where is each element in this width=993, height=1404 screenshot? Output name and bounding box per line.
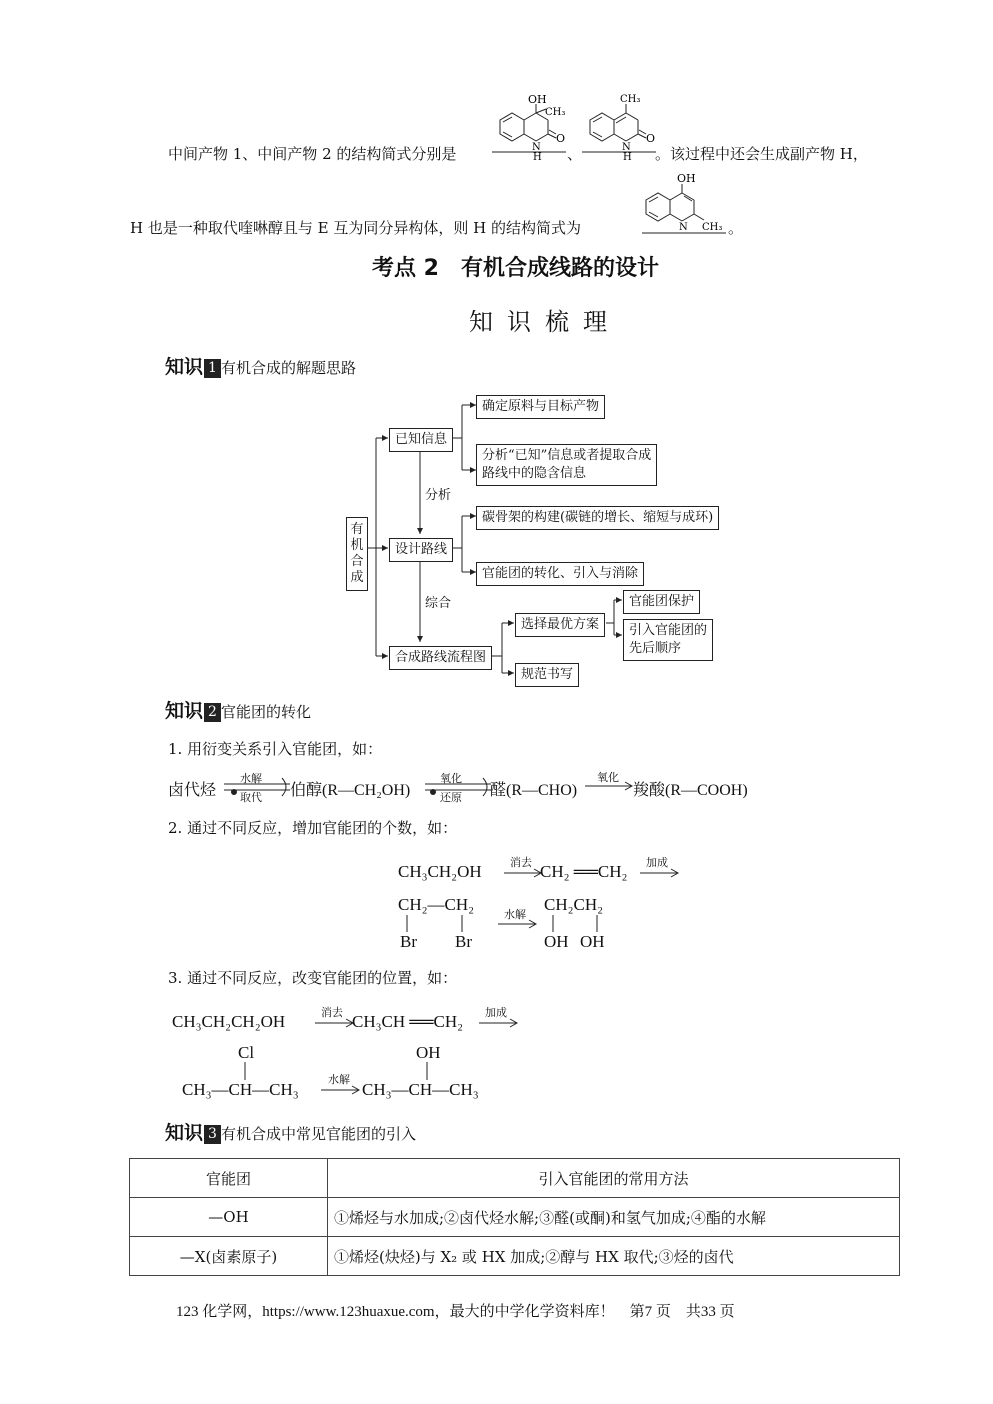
eq3-arrow2-label: 加成 bbox=[485, 1006, 507, 1019]
group-protection: 官能团保护 bbox=[623, 590, 700, 614]
synthesis-flowchart: 合成路线流程图 bbox=[389, 646, 492, 670]
eq2-br2: Br bbox=[455, 932, 472, 951]
svg-text:O: O bbox=[556, 132, 566, 145]
byproduct-h-structure bbox=[640, 170, 732, 236]
chain-arrow3-top: 氧化 bbox=[597, 771, 619, 784]
chain-arrow2-bottom: 还原 bbox=[440, 791, 462, 804]
svg-text:CH₃: CH₃ bbox=[620, 94, 641, 105]
eq3-arrow3 bbox=[320, 1084, 362, 1096]
intermediate-sentence: 中间产物 1、中间产物 2 的结构简式分别是 bbox=[168, 145, 457, 163]
eq3-cl-bond bbox=[240, 1062, 250, 1082]
knowledge-3-heading: 知识 3 有机合成中常见官能团的引入 bbox=[165, 1122, 417, 1144]
h-sentence-end: 。 bbox=[728, 219, 744, 237]
svg-text:N: N bbox=[622, 142, 631, 153]
eq2-oh1: OH bbox=[544, 932, 569, 951]
svg-text:CH₃: CH₃ bbox=[545, 107, 566, 118]
analysis-label: 分析 bbox=[425, 488, 452, 503]
sentence-suffix: 。该过程中还会生成副产物 H， bbox=[655, 145, 868, 163]
h-sentence: H 也是一种取代喹啉醇且与 E 互为同分异构体，则 H 的结构简式为 bbox=[130, 219, 581, 237]
chain-haloalkane: 卤代烃 bbox=[168, 782, 217, 799]
chain-arrow3 bbox=[583, 780, 635, 792]
synthesis-label: 综合 bbox=[425, 596, 452, 611]
chain-arrow1 bbox=[222, 776, 292, 798]
separator: 、 bbox=[567, 145, 583, 163]
eq3-oh: OH bbox=[416, 1043, 441, 1062]
table-cell: —OH bbox=[130, 1198, 328, 1237]
chain-aldehyde: 醛(R—CHO) bbox=[490, 782, 578, 799]
eq3-oh-bond bbox=[422, 1062, 432, 1082]
eq3-propanol: CH₃CH₂CH₂OH bbox=[172, 1012, 286, 1031]
standard-writing: 规范书写 bbox=[515, 663, 579, 687]
section-title: 考点 2 有机合成线路的设计 bbox=[372, 256, 659, 281]
table-cell: —X(卤素原子) bbox=[130, 1237, 328, 1276]
analyze-known-info: 分析“已知”信息或者提取合成 路线中的隐含信息 bbox=[476, 444, 657, 486]
table-header: 引入官能团的常用方法 bbox=[328, 1159, 900, 1198]
functional-group-conversion: 官能团的转化、引入与消除 bbox=[476, 562, 644, 586]
intermediate-2-structure bbox=[580, 90, 662, 162]
table-header: 官能团 bbox=[130, 1159, 328, 1198]
known-info: 已知信息 bbox=[389, 428, 453, 452]
eq2-arrow2-label: 加成 bbox=[646, 856, 668, 869]
eq2-arrow1-label: 消去 bbox=[510, 856, 532, 869]
eq2-arrow2 bbox=[639, 867, 681, 879]
svg-text:N: N bbox=[532, 142, 541, 153]
eq3-arrow2 bbox=[478, 1017, 520, 1029]
determine-materials: 确定原料与目标产物 bbox=[476, 395, 605, 419]
knowledge-1-heading: 知识 1 有机合成的解题思路 bbox=[165, 356, 357, 378]
table-row bbox=[130, 1237, 900, 1276]
svg-text:OH: OH bbox=[528, 93, 547, 106]
eq2-arrow1 bbox=[503, 867, 543, 879]
svg-text:N: N bbox=[679, 222, 688, 233]
svg-text:CH₃: CH₃ bbox=[702, 222, 723, 233]
table-header-row bbox=[130, 1159, 900, 1198]
eq2-arrow3 bbox=[497, 918, 539, 930]
table-cell: ①烯烃与水加成;②卤代烃水解;③醛(或酮)和氢气加成;④酯的水解 bbox=[328, 1198, 900, 1237]
svg-text:H: H bbox=[623, 152, 632, 162]
chain-arrow2 bbox=[423, 776, 493, 798]
knowledge-2-heading: 知识 2 官能团的转化 bbox=[165, 700, 312, 722]
chain-arrow1-bottom: 取代 bbox=[240, 791, 262, 804]
intermediate-1-structure bbox=[490, 90, 572, 162]
k2-point-1: 1. 用衍变关系引入官能团，如： bbox=[168, 740, 383, 758]
eq3-arrow1-label: 消去 bbox=[321, 1006, 343, 1019]
eq3-isopropanol: CH₃—CH—CH₃ bbox=[362, 1080, 479, 1099]
eq2-br1: Br bbox=[400, 932, 417, 951]
eq3-propene: CH₃CH ══CH₂ bbox=[352, 1012, 464, 1031]
svg-text:O: O bbox=[646, 132, 656, 145]
eq2-ethylene: CH₂ ══CH₂ bbox=[540, 862, 628, 881]
table-cell: ①烯烃(炔烃)与 X₂ 或 HX 加成;②醇与 HX 取代;③烃的卤代 bbox=[328, 1237, 900, 1276]
eq3-arrow3-label: 水解 bbox=[328, 1073, 350, 1086]
svg-text:OH: OH bbox=[677, 172, 696, 185]
eq2-oh2: OH bbox=[580, 932, 605, 951]
design-route: 设计路线 bbox=[389, 538, 453, 562]
eq3-chloropropane: CH₃—CH—CH₃ bbox=[182, 1080, 299, 1099]
k2-point-2: 2. 通过不同反应，增加官能团的个数，如： bbox=[168, 819, 458, 837]
table-row bbox=[130, 1198, 900, 1237]
introduction-order: 引入官能团的 先后顺序 bbox=[623, 619, 713, 661]
choose-best-plan: 选择最优方案 bbox=[515, 613, 605, 637]
svg-text:H: H bbox=[533, 152, 542, 162]
functional-group-table bbox=[129, 1158, 900, 1276]
eq2-dibromoethane: CH₂—CH₂ bbox=[398, 895, 475, 914]
eq2-ethylene-glycol: CH₂CH₂ bbox=[544, 895, 604, 914]
eq2-ethanol: CH₃CH₂OH bbox=[398, 862, 482, 881]
root-synthesis: 有机合成 bbox=[346, 517, 368, 591]
chain-carboxylic-acid: 羧酸(R—COOH) bbox=[633, 782, 748, 799]
chain-arrow1-top: 水解 bbox=[240, 772, 262, 785]
chain-arrow2-top: 氧化 bbox=[440, 772, 462, 785]
section-subtitle: 知识梳理 bbox=[469, 308, 621, 336]
k2-point-3: 3. 通过不同反应，改变官能团的位置，如： bbox=[168, 969, 458, 987]
page-footer: 123 化学网，https://www.123huaxue.com，最大的中学化学资料库！ 第7 页 共33 页 bbox=[176, 1304, 735, 1320]
eq3-cl: Cl bbox=[238, 1043, 255, 1062]
eq3-arrow1 bbox=[314, 1017, 356, 1029]
carbon-skeleton: 碳骨架的构建(碳链的增长、缩短与成环) bbox=[476, 506, 719, 530]
chain-primary-alcohol: 伯醇(R—CH₂OH) bbox=[290, 782, 411, 799]
eq2-arrow3-label: 水解 bbox=[504, 908, 526, 921]
